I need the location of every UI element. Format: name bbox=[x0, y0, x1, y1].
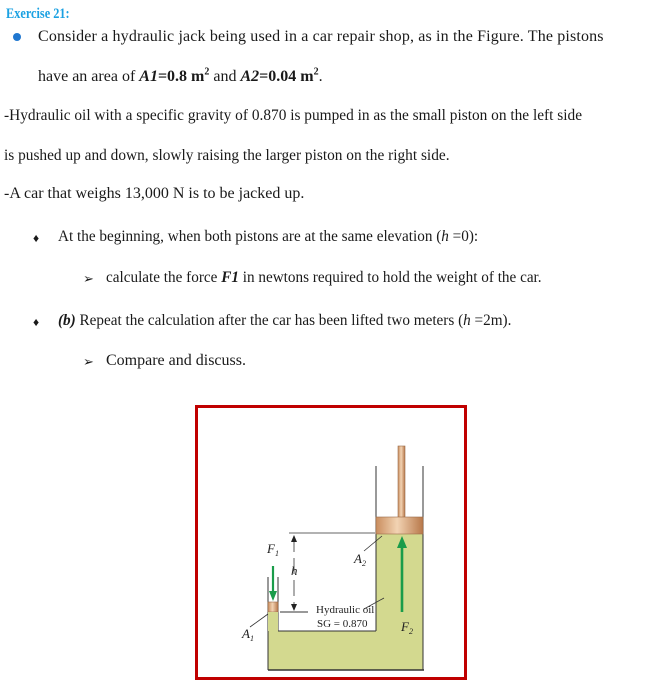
task-a-sub-text bbox=[106, 269, 542, 287]
a2-label: A2 bbox=[240, 68, 260, 85]
arrow-bullet-icon: ➢ bbox=[83, 271, 94, 286]
a2-value: =0.04 m bbox=[259, 68, 314, 85]
description-line-5: -A car that weighs 13,000 N is to be jacked up. bbox=[4, 185, 305, 202]
task-a-sub-suffix: in newtons required to hold the weight of the car. bbox=[238, 269, 542, 286]
task-a-sub-bold: F1 bbox=[221, 269, 239, 286]
exercise-title: Exercise 21: bbox=[6, 6, 70, 22]
a1-exponent: 2 bbox=[204, 66, 210, 78]
task-b-label: (b) bbox=[58, 312, 76, 329]
task-b-var: h bbox=[463, 312, 471, 329]
a1-label: A1 bbox=[139, 68, 158, 85]
arrow-bullet-icon: ➢ bbox=[83, 354, 94, 369]
line-2-suffix: . bbox=[318, 68, 323, 85]
task-a-sub-prefix: calculate the force bbox=[106, 269, 222, 286]
diamond-bullet-icon: ♦ bbox=[33, 231, 40, 245]
f1-label: $F_1$ bbox=[267, 541, 279, 558]
task-a-suffix: =0): bbox=[448, 228, 479, 245]
task-b-sub-text: Compare and discuss. bbox=[106, 352, 246, 369]
task-b-text bbox=[58, 312, 511, 330]
hydraulic-jack-figure bbox=[195, 405, 467, 680]
task-b-prefix: Repeat the calculation after the car has been lifted two meters ( bbox=[75, 312, 464, 329]
oil-label-line-1: Hydraulic oil bbox=[316, 604, 375, 616]
task-b-suffix: =2m). bbox=[470, 312, 512, 329]
h-label: h bbox=[291, 563, 298, 578]
a1-value: =0.8 m bbox=[157, 68, 205, 85]
description-line-3: -Hydraulic oil with a specific gravity of 0.870 is pumped in as the small piston on the left side bbox=[4, 107, 583, 124]
diamond-bullet-icon: ♦ bbox=[33, 315, 40, 329]
intro-line-1: Consider a hydraulic jack being used in a car repair shop, as in the Figure. The pistons bbox=[38, 28, 604, 45]
a2-label: $A_2$ bbox=[354, 551, 366, 568]
intro-line-2-prefix: have an area of bbox=[38, 68, 140, 85]
task-a-text bbox=[58, 228, 478, 246]
a1-label: $A_1$ bbox=[242, 626, 254, 643]
bullet-dot-icon bbox=[13, 33, 21, 41]
hydraulic-jack-diagram bbox=[198, 408, 464, 677]
task-a-var: h bbox=[441, 228, 449, 245]
a2-exponent: 2 bbox=[313, 66, 319, 78]
f2-label: $F_2$ bbox=[401, 619, 413, 636]
and-text: and bbox=[209, 68, 241, 85]
description-line-4: is pushed up and down, slowly raising the larger piston on the right side. bbox=[4, 147, 450, 164]
task-a-prefix: At the beginning, when both pistons are at the same elevation ( bbox=[58, 228, 442, 245]
intro-line-2 bbox=[38, 68, 323, 86]
oil-label-line-2: SG = 0.870 bbox=[317, 618, 368, 630]
